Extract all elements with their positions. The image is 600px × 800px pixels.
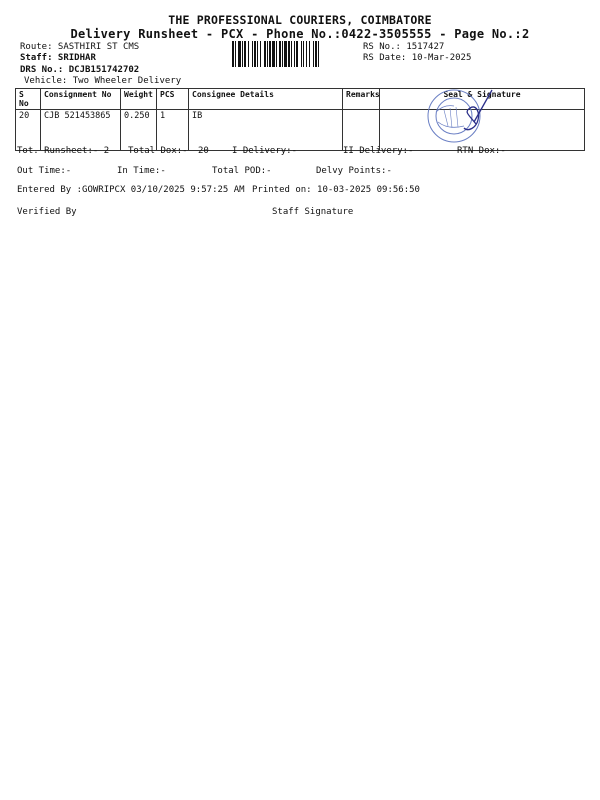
seal-stamp-icon	[414, 82, 502, 152]
ii-delivery: II Delivery:-	[343, 146, 414, 156]
barcode	[232, 41, 358, 67]
printed-on: Printed on: 10-03-2025 09:56:50	[252, 185, 420, 195]
staff-signature: Staff Signature	[272, 207, 354, 217]
entered-by: Entered By :GOWRIPCX 03/10/2025 9:57:25 AM	[17, 185, 245, 195]
col-header-consignee: Consignee Details	[189, 89, 343, 110]
delvy-points: Delvy Points:-	[316, 166, 392, 176]
rs-number: RS No.: 1517427	[363, 42, 445, 52]
col-header-pcs: PCS	[157, 89, 189, 110]
cell-consignment: CJB 521453865	[41, 110, 121, 151]
cell-consignee: IB	[189, 110, 343, 151]
cell-weight: 0.250	[121, 110, 157, 151]
company-title: THE PROFESSIONAL COURIERS, COIMBATORE	[168, 13, 432, 27]
col-header-seal: Seal & Signature	[380, 89, 585, 110]
i-delivery: I Delivery:-	[232, 146, 298, 156]
barcode-bar	[319, 41, 321, 67]
vehicle-text: Vehicle: Two Wheeler Delivery	[24, 76, 182, 86]
runsheet-subtitle: Delivery Runsheet - PCX - Phone No.:0422-3505555 - Page No.:2	[70, 27, 530, 41]
drs-number: DRS No.: DCJB151742702	[20, 65, 140, 75]
col-header-remarks: Remarks	[343, 89, 380, 110]
staff-text: Staff: SRIDHAR	[20, 53, 96, 63]
in-time: In Time:-	[117, 166, 166, 176]
col-header-weight: Weight	[121, 89, 157, 110]
cell-sno: 20	[16, 110, 41, 151]
verified-by: Verified By	[17, 207, 77, 217]
rtn-dox: RTN Dox:-	[457, 146, 506, 156]
route-text: Route: SASTHIRI ST CMS	[20, 42, 140, 52]
cell-pcs: 1	[157, 110, 189, 151]
rs-date: RS Date: 10-Mar-2025	[363, 53, 472, 63]
col-header-consignment: Consignment No	[41, 89, 121, 110]
total-dox-value: 20	[198, 146, 209, 156]
total-pod: Total POD:-	[212, 166, 272, 176]
cell-remarks	[343, 110, 380, 151]
tot-runsheet: Tot. Runsheet:- 2	[17, 146, 110, 156]
col-header-sno: S No	[16, 89, 41, 110]
total-dox-label: Total Dox:-	[128, 146, 188, 156]
out-time: Out Time:-	[17, 166, 72, 176]
